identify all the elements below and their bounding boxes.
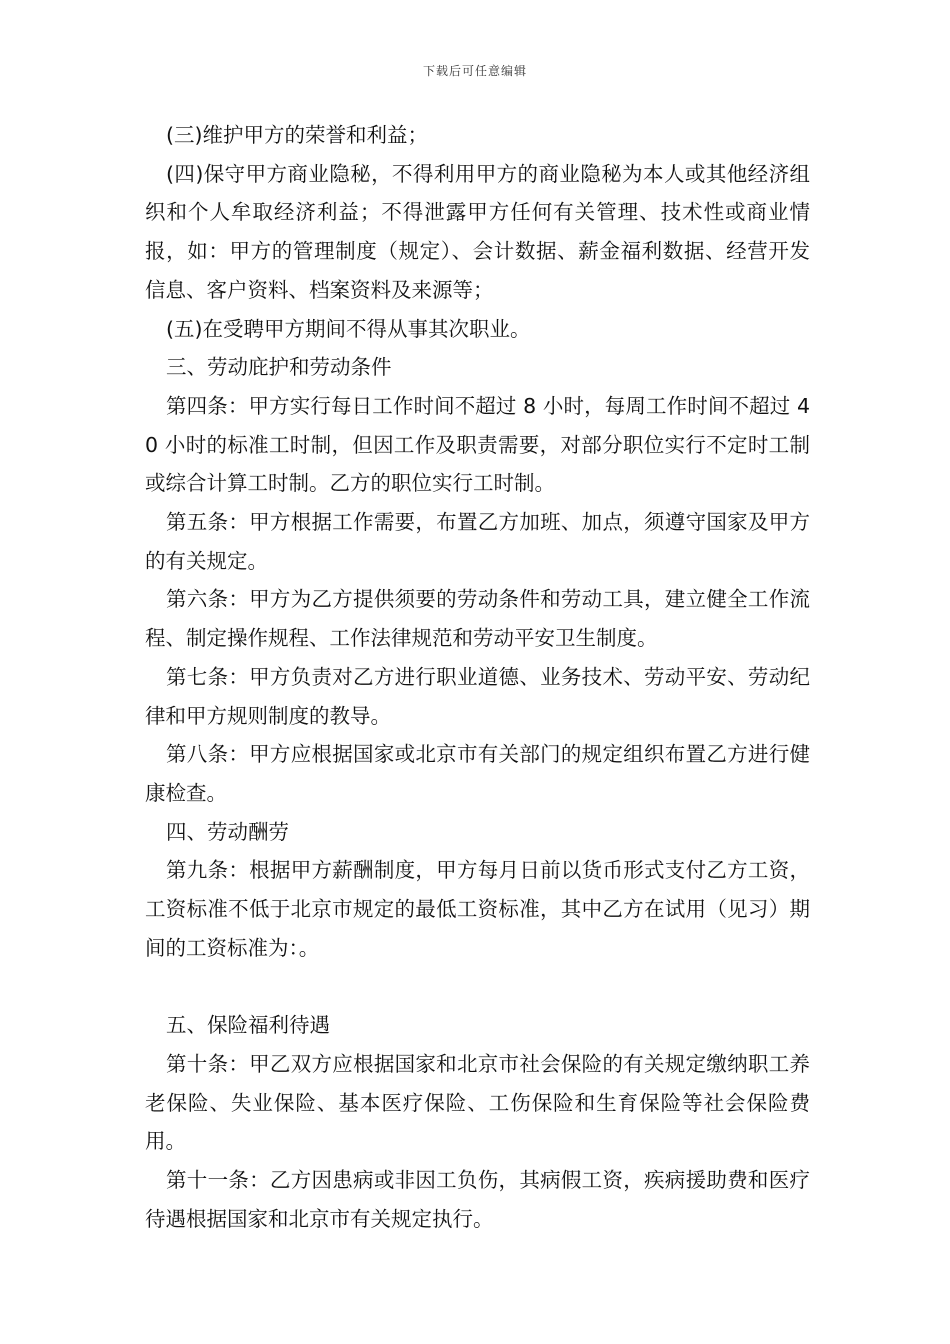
clause-item-5: (五)在受聘甲方期间不得从事其次职业。 — [166, 316, 531, 341]
article-5: 第五条：甲方根据工作需要，布置乙方加班、加点，须遵守国家及甲方的有关规定。 — [145, 510, 810, 573]
article-4: 第四条：甲方实行每日工作时间不超过 8 小时，每周工作时间不超过 40 小时的标准工时制，但因工作及职责需要，对部分职位实行不定时工制或综合计算工时制。乙方的职位实行工时制。 — [145, 393, 810, 496]
article-8: 第八条：甲方应根据国家或北京市有关部门的规定组织布置乙方进行健康检查。 — [145, 742, 810, 805]
section-heading-3: 三、劳动庇护和劳动条件 — [166, 355, 392, 380]
article-6: 第六条：甲方为乙方提供须要的劳动条件和劳动工具，建立健全工作流程、制定操作规程、工作法律规范和劳动平安卫生制度。 — [145, 587, 810, 651]
page-header-note: 下载后可任意编辑 — [422, 64, 527, 78]
clause-item-3: (三)维护甲方的荣誉和利益； — [166, 123, 428, 147]
section-heading-5: 五、保险福利待遇 — [166, 1013, 330, 1038]
clause-item-4: (四)保守甲方商业隐秘，不得利用甲方的商业隐秘为本人或其他经济组织和个人牟取经济利益；不得泄露甲方任何有关管理、技术性或商业情报，如：甲方的管理制度（规定）、会计数据、薪金福利数据、经营开发信息、客户资料、档案资料及来源等； — [145, 161, 810, 302]
article-11: 第十一条：乙方因患病或非因工负伤，其病假工资，疾病援助费和医疗待遇根据国家和北京市有关规定执行。 — [145, 1167, 810, 1231]
article-9: 第九条：根据甲方薪酬制度，甲方每月日前以货币形式支付乙方工资，工资标准不低于北京市规定的最低工资标准，其中乙方在试用（见习）期间的工资标准为：。 — [145, 858, 810, 960]
article-10: 第十条：甲乙双方应根据国家和北京市社会保险的有关规定缴纳职工养老保险、失业保险、基本医疗保险、工伤保险和生育保险等社会保险费用。 — [145, 1051, 810, 1154]
section-heading-4: 四、劳动酬劳 — [166, 819, 289, 844]
blank-line — [145, 967, 810, 1006]
article-7: 第七条：甲方负责对乙方进行职业道德、业务技术、劳动平安、劳动纪律和甲方规则制度的教导。 — [145, 664, 810, 728]
document-body — [145, 116, 810, 1238]
